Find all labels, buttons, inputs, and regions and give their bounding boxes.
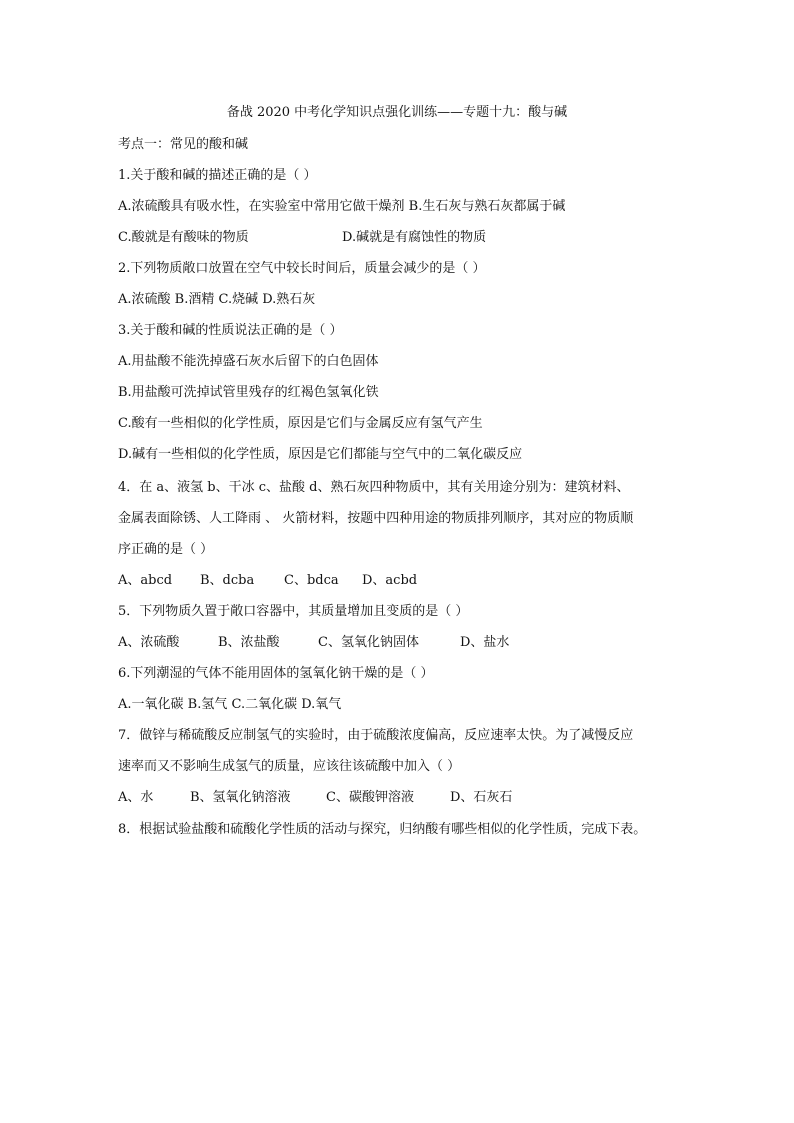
question-3-option-b: B.用盐酸可洗掉试管里残存的红褐色氢氧化铁 xyxy=(118,385,379,400)
question-5-stem: 5．下列物质久置于敞口容器中，其质量增加且变质的是（ ） xyxy=(118,604,469,619)
question-7-stem-line-2: 速率而又不影响生成氢气的质量，应该往该硫酸中加入（ ） xyxy=(118,759,461,774)
question-4-option-d: D、acbd xyxy=(362,573,418,588)
question-6-options: A.一氧化碳 B.氢气 C.二氧化碳 D.氧气 xyxy=(118,697,342,712)
question-6-stem: 6.下列潮湿的气体不能用固体的氢氧化钠干燥的是（ ） xyxy=(118,666,434,681)
question-4-option-b: B、dcba xyxy=(200,573,255,588)
question-5-option-a: A、浓硫酸 xyxy=(118,635,180,650)
question-1-option-d: D.碱就是有腐蚀性的物质 xyxy=(342,230,487,245)
question-1-options-cd xyxy=(118,228,486,248)
question-2-options: A.浓硫酸 B.酒精 C.烧碱 D.熟石灰 xyxy=(118,292,316,307)
question-8-stem: 8．根据试验盐酸和硫酸化学性质的活动与探究，归纳酸有哪些相似的化学性质，完成下表。 xyxy=(118,822,647,837)
question-1-option-c: C.酸就是有酸味的物质 xyxy=(118,230,249,245)
question-5-option-b: B、浓盐酸 xyxy=(218,635,280,650)
question-3-option-c: C.酸有一些相似的化学性质，原因是它们与金属反应有氢气产生 xyxy=(118,416,483,431)
question-2-stem: 2.下列物质敞口放置在空气中较长时间后，质量会减少的是（ ） xyxy=(118,261,486,276)
question-7-option-b: B、氢氧化钠溶液 xyxy=(190,790,291,805)
question-1-stem: 1.关于酸和碱的描述正确的是（ ） xyxy=(118,168,317,183)
question-1-options-ab: A.浓硫酸具有吸水性，在实验室中常用它做干燥剂 B.生石灰与熟石灰都属于碱 xyxy=(118,199,566,214)
question-5-option-d: D、盐水 xyxy=(460,635,510,650)
question-5-option-c: C、氢氧化钠固体 xyxy=(318,635,419,650)
document-title: 备战 2020 中考化学知识点强化训练——专题十九：酸与碱 xyxy=(226,105,568,120)
question-3-option-a: A.用盐酸不能洗掉盛石灰水后留下的白色固体 xyxy=(118,354,379,369)
question-4-option-a: A、abcd xyxy=(118,573,173,588)
question-7-option-a: A、水 xyxy=(118,790,154,805)
question-3-stem: 3.关于酸和碱的性质说法正确的是（ ） xyxy=(118,323,343,338)
question-4-option-c: C、bdca xyxy=(284,573,339,588)
question-7-option-c: C、碳酸钾溶液 xyxy=(326,790,414,805)
question-4-stem-line-3: 序正确的是（ ） xyxy=(118,542,214,557)
question-4-options xyxy=(118,571,417,591)
question-3-option-d: D.碱有一些相似的化学性质，原因是它们都能与空气中的二氧化碳反应 xyxy=(118,447,523,462)
question-5-options xyxy=(118,633,509,653)
question-7-stem-line-1: 7．做锌与稀硫酸反应制氢气的实验时，由于硫酸浓度偏高，反应速率太快。为了减慢反应 xyxy=(118,728,634,743)
section-heading: 考点一：常见的酸和碱 xyxy=(118,137,249,152)
question-4-stem-line-2: 金属表面除锈、人工降雨 、 火箭材料，按题中四种用途的物质排列顺序，其对应的物质顺 xyxy=(118,511,634,526)
question-4-stem-line-1: 4．在 a、液氢 b、干冰 c、盐酸 d、熟石灰四种物质中，其有关用途分别为：建筑材料、 xyxy=(118,480,630,495)
question-7-option-d: D、石灰石 xyxy=(450,790,513,805)
question-7-options xyxy=(118,788,512,808)
